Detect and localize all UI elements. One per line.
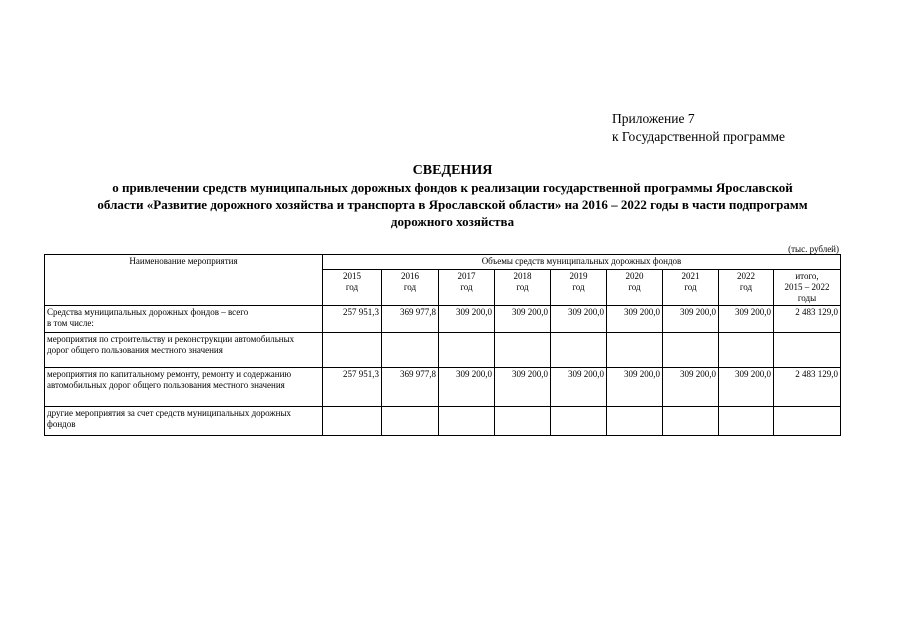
value-cell xyxy=(607,407,663,436)
value-cell xyxy=(382,333,439,368)
value-cell: 309 200,0 xyxy=(439,306,495,333)
total-cell: 2 483 129,0 xyxy=(774,306,841,333)
appendix-label xyxy=(612,110,785,146)
unit-label: (тыс. рублей) xyxy=(788,244,839,254)
year-header: 2015 год xyxy=(323,270,382,306)
header-group: Объемы средств муниципальных дорожных фондов xyxy=(323,255,841,270)
value-cell: 309 200,0 xyxy=(719,368,774,407)
value-cell: 369 977,8 xyxy=(382,306,439,333)
table-row xyxy=(45,333,841,368)
value-cell: 309 200,0 xyxy=(439,368,495,407)
value-cell xyxy=(607,333,663,368)
table-row xyxy=(45,368,841,407)
value-cell: 309 200,0 xyxy=(551,306,607,333)
year-header: 2016 год xyxy=(382,270,439,306)
value-cell xyxy=(663,407,719,436)
table-row xyxy=(45,407,841,436)
year-header: 2021 год xyxy=(663,270,719,306)
title-line-2: области «Развитие дорожного хозяйства и транспорта в Ярославской области» на 2016 – 2022 годы в части подпрограмм xyxy=(97,197,808,212)
value-cell xyxy=(719,333,774,368)
total-header: итого, 2015 – 2022 годы xyxy=(774,270,841,306)
funding-table xyxy=(44,254,841,436)
year-header: 2020 год xyxy=(607,270,663,306)
value-cell xyxy=(323,333,382,368)
row-name: Средства муниципальных дорожных фондов – всего в том числе: xyxy=(45,306,323,333)
value-cell: 309 200,0 xyxy=(551,368,607,407)
value-cell xyxy=(382,407,439,436)
value-cell xyxy=(719,407,774,436)
value-cell: 257 951,3 xyxy=(323,368,382,407)
value-cell xyxy=(551,333,607,368)
value-cell xyxy=(495,333,551,368)
value-cell xyxy=(439,407,495,436)
value-cell: 309 200,0 xyxy=(663,306,719,333)
year-header: 2019 год xyxy=(551,270,607,306)
value-cell: 309 200,0 xyxy=(607,368,663,407)
value-cell xyxy=(323,407,382,436)
value-cell: 309 200,0 xyxy=(495,306,551,333)
value-cell: 309 200,0 xyxy=(495,368,551,407)
table-row xyxy=(45,306,841,333)
total-cell xyxy=(774,407,841,436)
value-cell: 309 200,0 xyxy=(607,306,663,333)
row-name: мероприятия по строительству и реконструкции автомобильных дорог общего пользования местного значения xyxy=(45,333,323,368)
value-cell: 369 977,8 xyxy=(382,368,439,407)
document-title xyxy=(40,162,865,230)
total-cell xyxy=(774,333,841,368)
row-name: другие мероприятия за счет средств муниципальных дорожных фондов xyxy=(45,407,323,436)
title-line-1: о привлечении средств муниципальных дорожных фондов к реализации государственной программы Ярославской xyxy=(112,180,793,195)
appendix-line-2: к Государственной программе xyxy=(612,129,786,144)
title-line-3: дорожного хозяйства xyxy=(390,214,515,229)
value-cell xyxy=(663,333,719,368)
value-cell xyxy=(551,407,607,436)
title-main: СВЕДЕНИЯ xyxy=(412,163,493,178)
year-header: 2022 год xyxy=(719,270,774,306)
value-cell: 309 200,0 xyxy=(719,306,774,333)
header-name: Наименование мероприятия xyxy=(45,255,323,306)
value-cell: 257 951,3 xyxy=(323,306,382,333)
year-header: 2017 год xyxy=(439,270,495,306)
value-cell: 309 200,0 xyxy=(663,368,719,407)
total-cell: 2 483 129,0 xyxy=(774,368,841,407)
appendix-line-1: Приложение 7 xyxy=(612,111,695,126)
value-cell xyxy=(495,407,551,436)
value-cell xyxy=(439,333,495,368)
year-header: 2018 год xyxy=(495,270,551,306)
row-name: мероприятия по капитальному ремонту, ремонту и содержанию автомобильных дорог общего пользования местного значения xyxy=(45,368,323,407)
